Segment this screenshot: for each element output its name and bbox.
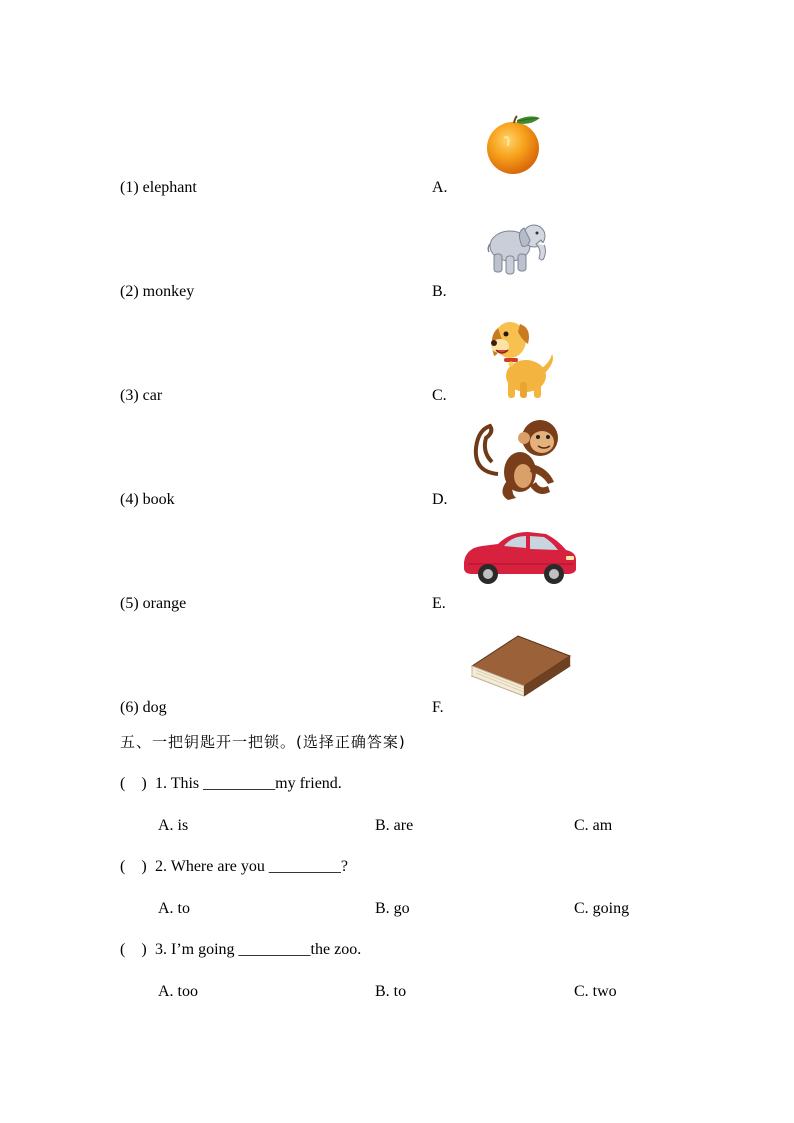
match-letter-a: A. <box>432 179 448 196</box>
match-word-6: (6) dog <box>120 699 167 716</box>
monkey-icon <box>468 412 566 504</box>
section-heading: 五、一把钥匙开一把锁。(选择正确答案) <box>120 733 406 751</box>
match-word-1: (1) elephant <box>120 179 197 196</box>
match-letter-d: D. <box>432 491 448 508</box>
match-letter-c: C. <box>432 387 447 404</box>
question-2-stem: 2. Where are you _________? <box>155 858 348 875</box>
question-3-option-a: A. too <box>158 983 198 1000</box>
question-3-stem: 3. I’m going _________the zoo. <box>155 941 362 958</box>
question-1-option-c: C. am <box>574 817 613 834</box>
question-2-option-a: A. to <box>158 900 190 917</box>
question-1-option-b: B. are <box>375 817 414 834</box>
question-2-option-c: C. going <box>574 900 630 917</box>
question-3-option-b: B. to <box>375 983 407 1000</box>
dog-icon <box>460 310 582 402</box>
orange-icon <box>484 114 544 176</box>
question-2-answer-paren: ( ) <box>120 858 147 875</box>
match-word-5: (5) orange <box>120 595 187 612</box>
match-letter-e: E. <box>432 595 446 612</box>
match-word-2: (2) monkey <box>120 283 195 300</box>
question-1-answer-paren: ( ) <box>120 775 147 792</box>
question-3-option-c: C. two <box>574 983 617 1000</box>
question-2-option-b: B. go <box>375 900 410 917</box>
car-icon <box>458 518 584 608</box>
question-3-answer-paren: ( ) <box>120 941 147 958</box>
question-1-stem: 1. This _________my friend. <box>155 775 342 792</box>
elephant-icon <box>486 218 554 278</box>
question-1-option-a: A. is <box>158 817 189 834</box>
match-word-4: (4) book <box>120 491 175 508</box>
match-word-3: (3) car <box>120 387 163 404</box>
match-letter-b: B. <box>432 283 447 300</box>
book-icon <box>466 632 574 702</box>
match-letter-f: F. <box>432 699 444 716</box>
